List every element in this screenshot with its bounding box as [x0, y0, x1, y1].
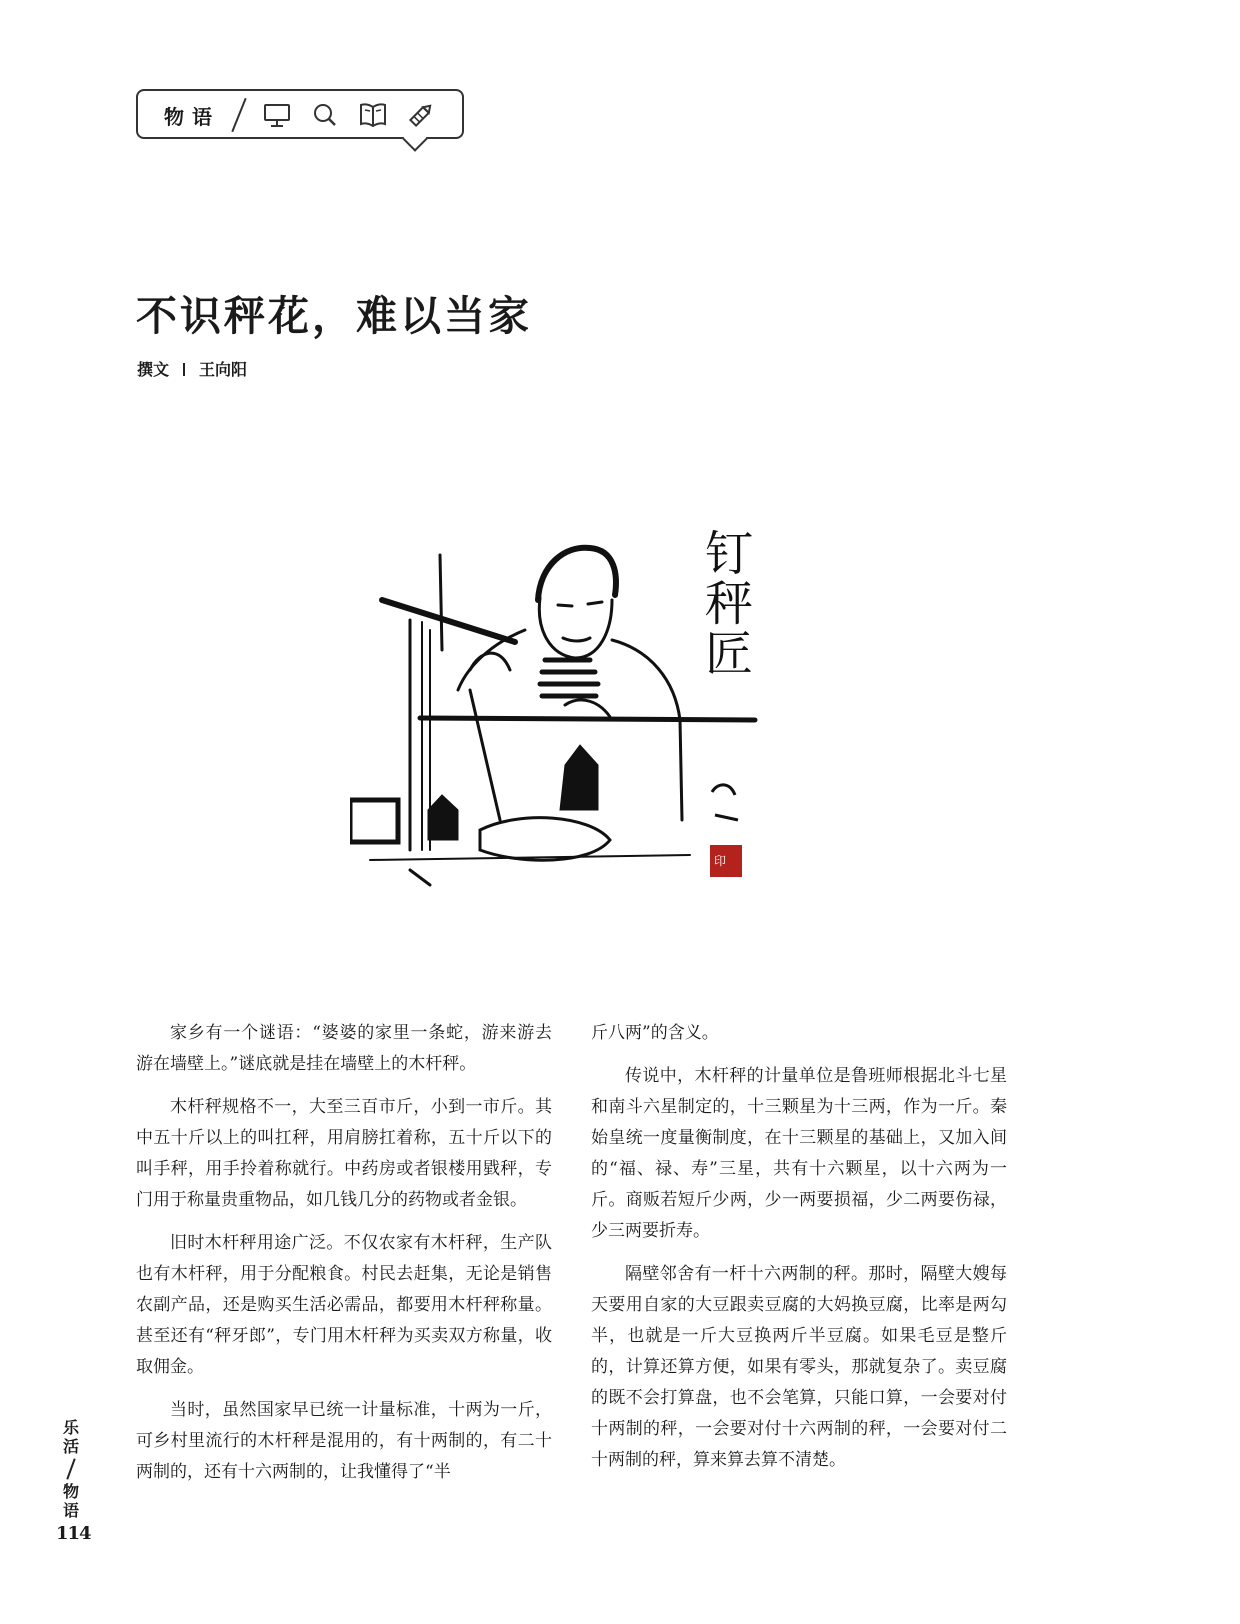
calligraphy-caption	[705, 526, 753, 682]
paragraph: 当时，虽然国家早已统一计量标准，十两为一斤，可乡村里流行的木杆秤是混用的，有十两制的，有二十两制的，还有十六两制的，让我懂得了“半	[136, 1400, 552, 1482]
paragraph: 旧时木杆秤用途广泛。不仅农家有木杆秤，生产队也有木杆秤，用于分配粮食。村民去赶集，无论是销售农副产品，还是购买生活必需品，都要用木杆秤称量。甚至还有“秤牙郎”，专门用木杆秤为买卖双方称量，收取佣金。	[136, 1233, 552, 1377]
search-icon	[310, 101, 340, 129]
folio-slash	[66, 1458, 75, 1479]
svg-text:匠: 匠	[705, 626, 754, 682]
svg-text:钉: 钉	[705, 526, 754, 582]
paragraph: 传说中，木杆秤的计量单位是鲁班师根据北斗七星和南斗六星制定的，十三颗星为十三两，作为一斤。秦始皇统一度量衡制度，在十三颗星的基础上，又加入间的“福、禄、寿”三星，共有十六颗星，以十六两为一斤。商贩若短斤少两，少一两要损福，少二两要伤禄，少三两要折寿。	[591, 1066, 1007, 1241]
magazine-name-char: 活	[62, 1437, 79, 1456]
section-header-tab	[136, 89, 464, 139]
section-name-char: 语	[62, 1501, 79, 1520]
body-column-left	[136, 1018, 552, 1500]
tab-pointer	[402, 126, 427, 151]
pencil-icon	[406, 101, 436, 129]
monitor-icon	[262, 101, 292, 129]
paragraph-continuation: 斤八两”的含义。	[591, 1023, 719, 1043]
paragraph: 家乡有一个谜语：“婆婆的家里一条蛇，游来游去游在墙壁上。”谜底就是挂在墙壁上的木杆秤。	[136, 1023, 552, 1074]
divider-slash	[231, 98, 246, 132]
article-title: 不识秤花，难以当家	[136, 292, 532, 340]
ink-drawing	[350, 520, 780, 940]
paragraph: 木杆秤规格不一，大至三百市斤，小到一市斤。其中五十斤以上的叫扛秤，用肩膀扛着称，五十斤以下的叫手秤，用手拎着称就行。中药房或者银楼用戥秤，专门用于称量贵重物品，如几钱几分的药物或者金银。	[136, 1097, 552, 1210]
body-column-right	[591, 1018, 1007, 1488]
section-label: 物语	[164, 105, 220, 129]
paragraph: 隔壁邻舍有一杆十六两制的秤。那时，隔壁大嫂每天要用自家的大豆跟卖豆腐的大妈换豆腐，比率是两勾半，也就是一斤大豆换两斤半豆腐。如果毛豆是整斤的，计算还算方便，如果有零头，那就复杂了。卖豆腐的既不会打算盘，也不会笔算，只能口算，一会要对付十两制的秤，一会要对付十六两制的秤，一会要对付二十两制的秤，算来算去算不清楚。	[591, 1264, 1007, 1470]
svg-text:印: 印	[714, 854, 727, 868]
scale-maker-illustration	[350, 520, 780, 940]
magazine-name-char: 乐	[62, 1418, 79, 1437]
byline-label: 撰文	[137, 360, 170, 379]
byline	[137, 357, 247, 380]
book-icon	[358, 101, 388, 129]
byline-separator	[183, 363, 185, 376]
page-number: 114	[56, 1523, 91, 1544]
section-name-char: 物	[62, 1482, 79, 1501]
svg-text:秤: 秤	[705, 576, 754, 632]
author-name: 王向阳	[199, 360, 248, 379]
page-folio	[56, 1418, 91, 1544]
